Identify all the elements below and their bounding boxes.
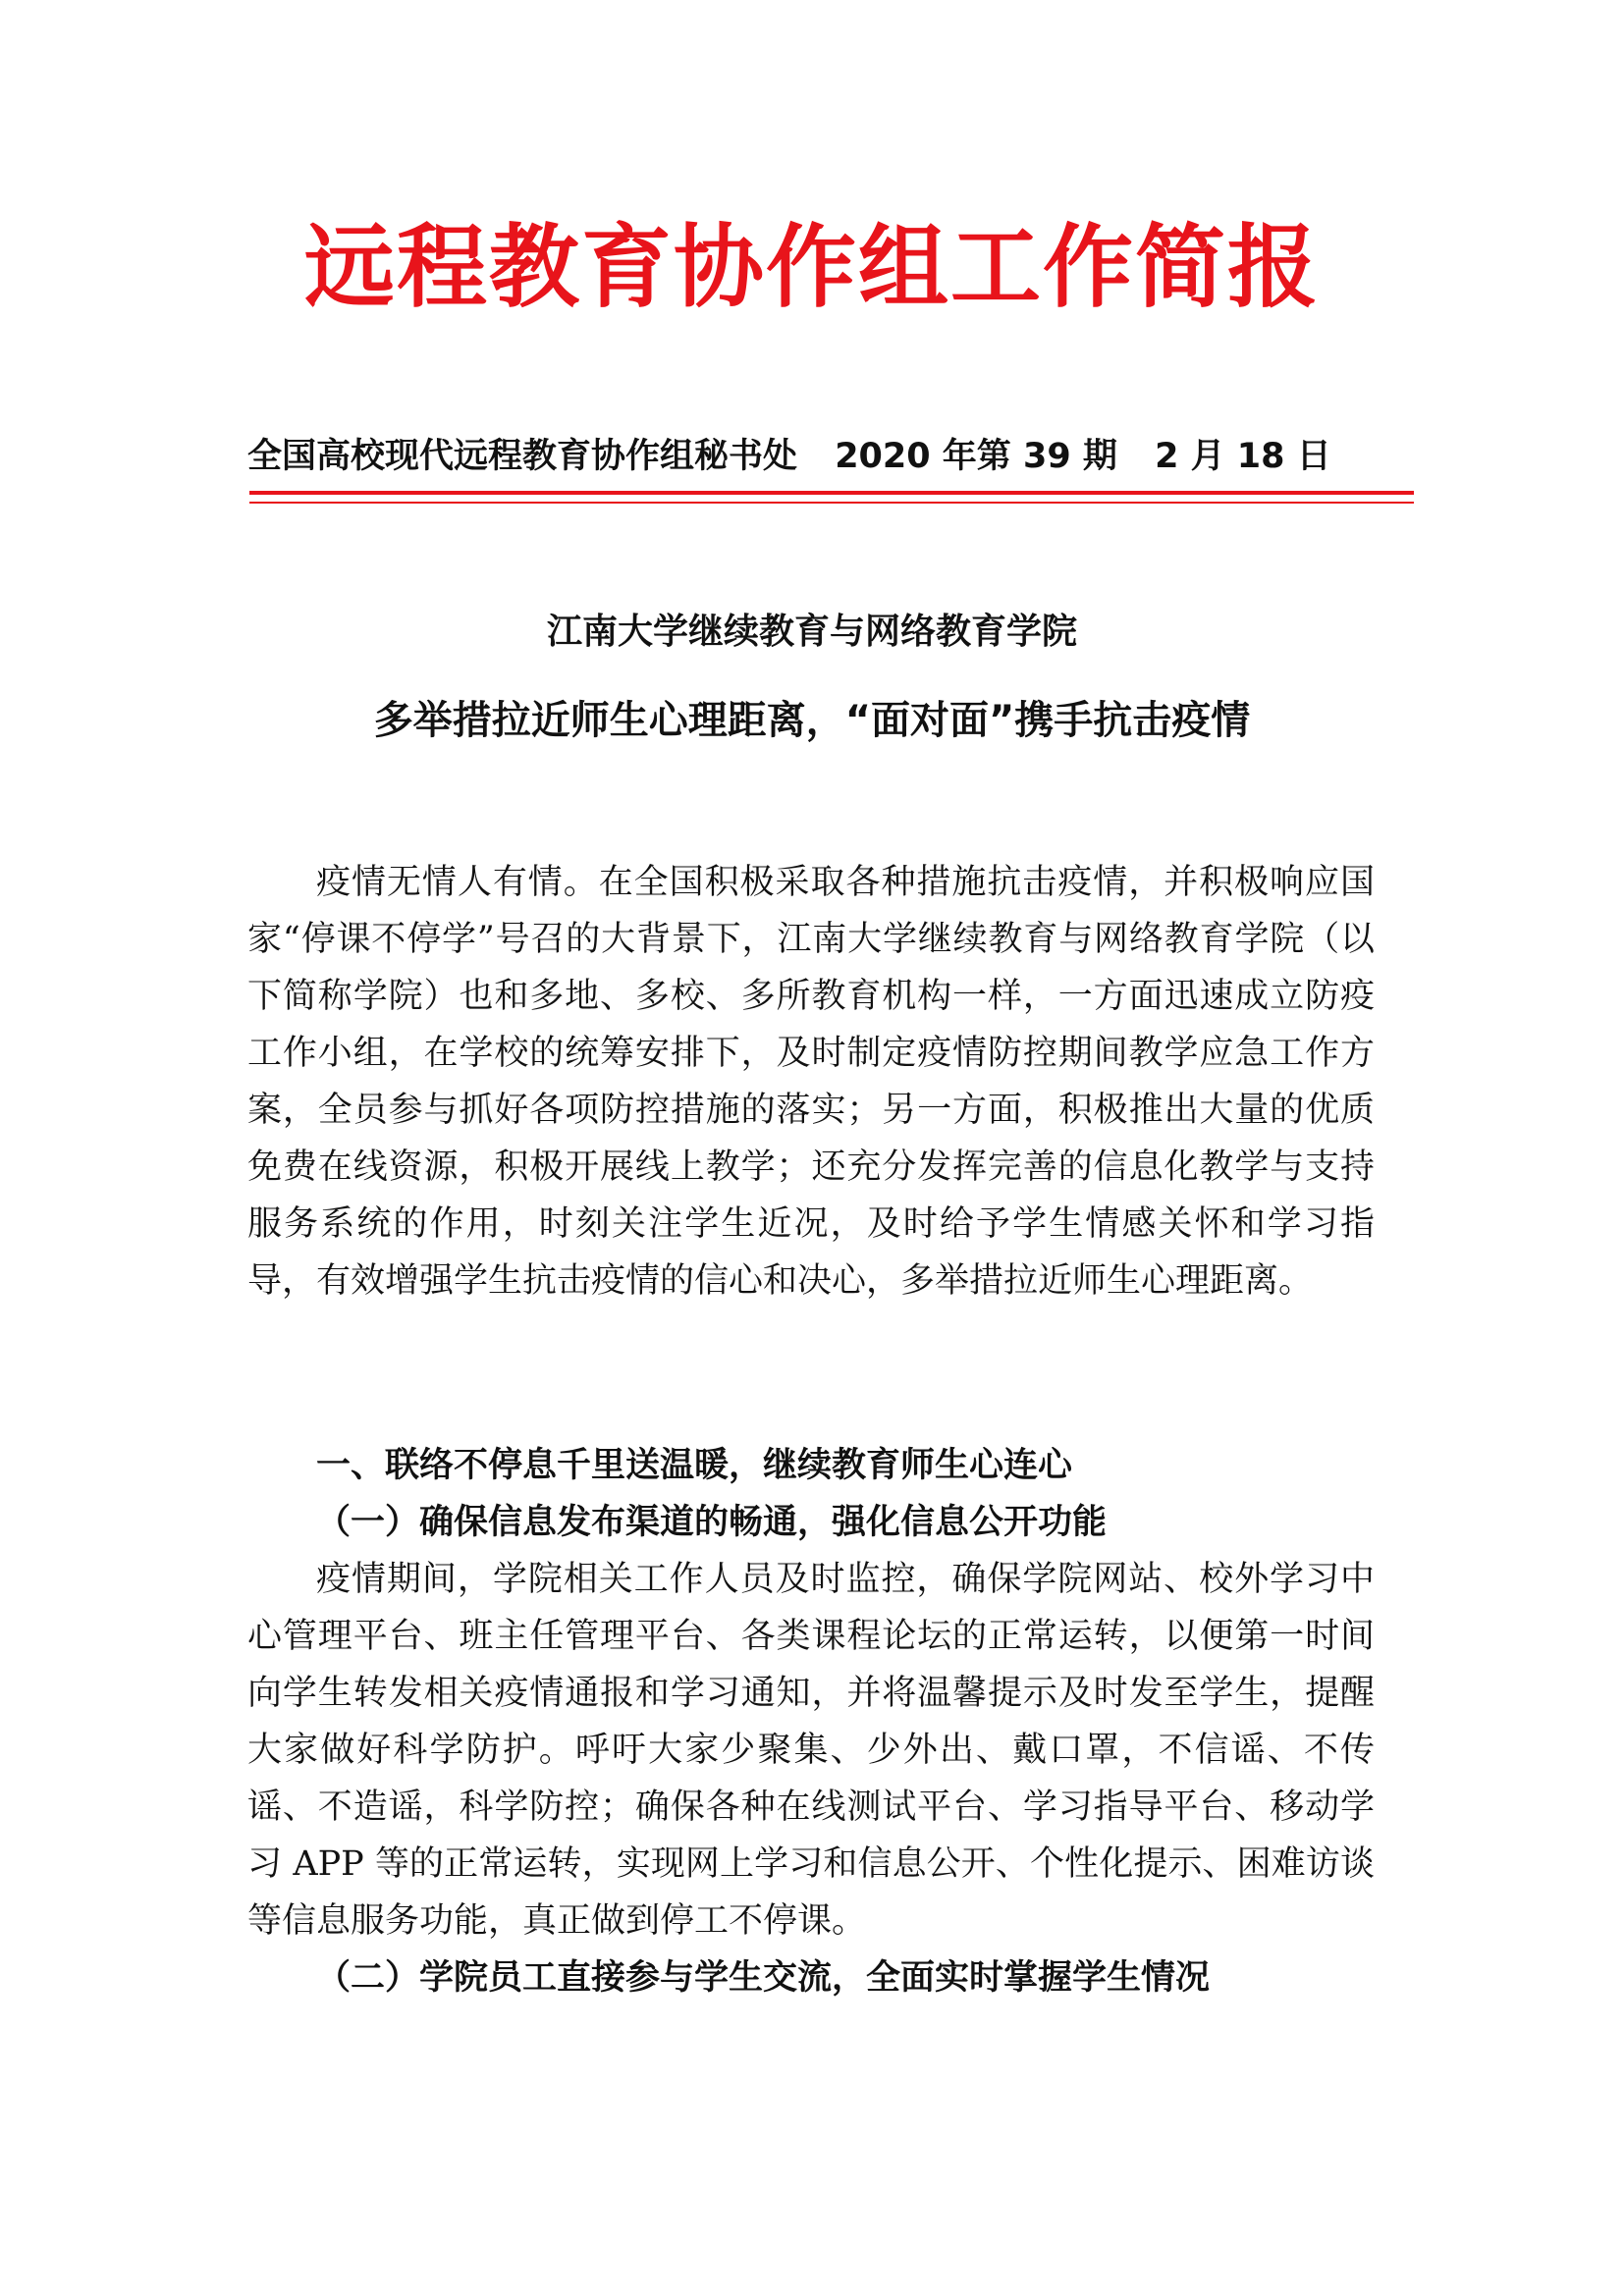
subsection-heading: （一）确保信息发布渠道的畅通，强化信息公开功能 <box>316 1503 1108 1542</box>
section-one <box>247 1437 1375 2006</box>
subsection-paragraph: 疫情期间，学院相关工作人员及时监控，确保学院网站、校外学习中心管理平台、班主任管理平台、各类课程论坛的正常运转，以便第一时间向学生转发相关疫情通报和学习通知，并将温馨提示及时发至学生，提醒大家做好科学防护。呼吁大家少聚集、少外出、戴口罩，不信谣、不传谣、不造谣，科学防控；确保各种在线测试平台、学习指导平台、移动学习 APP 等的正常运转，实现网上学习和信息公开、个性化提示、困难访谈等信息服务功能，真正做到停工不停课。 <box>247 1560 1375 1941</box>
issue-line <box>247 432 1386 481</box>
subsection-heading-two: （二）学院员工直接参与学生交流，全面实时掌握学生情况 <box>316 1958 1211 1998</box>
intro-paragraph: 疫情无情人有情。在全国积极采取各种措施抗击疫情，并积极响应国家“停课不停学”号召的大背景下，江南大学继续教育与网络教育学院（以下简称学院）也和多地、多校、多所教育机构一样，一方面迅速成立防疫工作小组，在学校的统筹安排下，及时制定疫情防控期间教学应急工作方案，全员参与抓好各项防控措施的落实；另一方面，积极推出大量的优质免费在线资源，积极开展线上教学；还充分发挥完善的信息化教学与支持服务系统的作用，时刻关注学生近况，及时给予学生情感关怀和学习指导，有效增强学生抗击疫情的信心和决心，多举措拉近师生心理距离。 <box>247 863 1375 1301</box>
issue-number: 2020 年第 39 期 <box>835 437 1117 476</box>
article-body <box>247 854 1375 1309</box>
article-organization: 江南大学继续教育与网络教育学院 <box>546 612 1077 652</box>
bulletin-title: 远程教育协作组工作简报 <box>303 215 1320 320</box>
issuer-name: 全国高校现代远程教育协作组秘书处 <box>247 437 798 476</box>
issue-date: 2 月 18 日 <box>1155 437 1331 476</box>
masthead-rule-thick <box>249 491 1414 495</box>
masthead-rule-thin <box>249 502 1414 504</box>
section-heading: 一、联络不停息千里送温暖，继续教育师生心连心 <box>316 1446 1073 1485</box>
article-title: 多举措拉近师生心理距离，“面对面”携手抗击疫情 <box>373 698 1251 743</box>
